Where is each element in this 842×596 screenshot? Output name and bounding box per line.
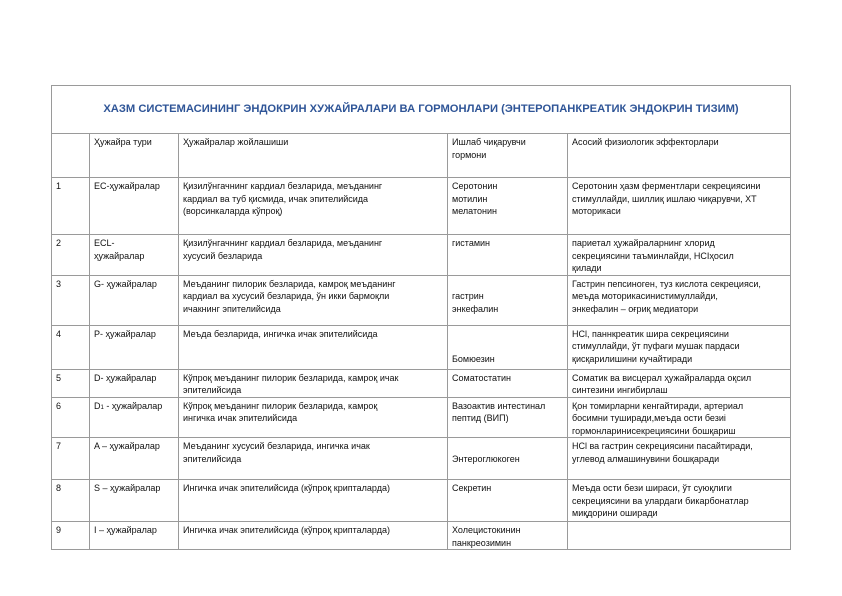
cell-hormone: Бомюезин (448, 325, 568, 369)
header-cell-effects: Асосий физиологик эффекторлари (568, 134, 791, 178)
cell-hormone: Энтероглюкоген (448, 438, 568, 480)
cell-effects: Гастрин пепсиноген, туз кислота секрецияси, меъда моторикасинистимуллайди, энкефалин – оғриқ медиатори (568, 275, 791, 325)
cell-type-suffix: - ҳужайралар (103, 400, 163, 411)
table-row (52, 522, 791, 550)
cell-effects: HCl ва гастрин секрециясини пасайтиради, углевод алмашинувини бошқаради (568, 438, 791, 480)
row-number: 9 (52, 522, 90, 550)
table-row (52, 178, 791, 235)
cell-type: D- ҳужайралар (90, 369, 179, 397)
cell-location: Ингичка ичак эпителийсида (кўпроқ крипталарда) (179, 522, 448, 550)
cell-hormone: Холецистокинин панкреозимин (448, 522, 568, 550)
cell-location: Меъданинг хусусий безларида, ингичка ичак эпителийсида (179, 438, 448, 480)
table-row (52, 275, 791, 325)
cell-type-letter: D (94, 400, 101, 411)
cell-effects: Меъда ости бези ширaси, ўт суюқлиги секрециясини ва улардаги бикарбонатлар миқдорини оширади (568, 480, 791, 522)
row-number: 1 (52, 178, 90, 235)
header-cell-hormone: Ишлаб чиқарувчи гормони (448, 134, 568, 178)
header-cell-number (52, 134, 90, 178)
cell-type: P- ҳужайралар (90, 325, 179, 369)
cell-hormone: Вазоактив интестинал пептид (ВИП) (448, 397, 568, 438)
cell-location: Меъда безларида, ингичка ичак эпителийсида (179, 325, 448, 369)
header-cell-location: Ҳужайралар жойлашиши (179, 134, 448, 178)
row-number: 2 (52, 235, 90, 276)
cell-type: S – ҳужайралар (90, 480, 179, 522)
cell-location: Ингичка ичак эпителийсида (кўпроқ крипталарда) (179, 480, 448, 522)
cell-location: Қизилўнгачнинг кардиал безларида, меъданинг кардиал ва туб қисмида, ичак эпителийсида (ворсинкаларда кўпроқ) (179, 178, 448, 235)
cell-hormone: Секретин (448, 480, 568, 522)
row-number: 4 (52, 325, 90, 369)
cell-type: ECL- ҳужайралар (90, 235, 179, 276)
cell-hormone: Серотонин мотилин мелатонин (448, 178, 568, 235)
cell-type (90, 397, 179, 438)
cell-hormone: гастрин энкефалин (448, 275, 568, 325)
table-row (52, 480, 791, 522)
table-row (52, 438, 791, 480)
header-row (52, 134, 791, 178)
cell-effects (568, 522, 791, 550)
row-number: 5 (52, 369, 90, 397)
cell-hormone: гистамин (448, 235, 568, 276)
document-title: ХАЗМ СИСТЕМАСИНИНГ ЭНДОКРИН ХУЖАЙРАЛАРИ ВА ГОРМОНЛАРИ (ЭНТЕРОПАНКРЕАТИК ЭНДОКРИН ТИЗИМ) (52, 86, 791, 134)
cell-type: EC-ҳужайралар (90, 178, 179, 235)
cell-effects: париетал ҳужайраларнинг хлорид секрециясини таъминлайди, HCIҳосил қилади (568, 235, 791, 276)
row-number: 7 (52, 438, 90, 480)
cell-location: Қизилўнгачнинг кардиал безларида, меъданинг хусусий безларида (179, 235, 448, 276)
cell-location: Меъданинг пилорик безларида, камроқ меъданинг кардиал ва хусусий безларида, ўн икки бармоқли ичакнинг эпителийсида (179, 275, 448, 325)
table-row (52, 397, 791, 438)
cell-location: Кўпроқ меъданинг пилорик безларида, камроқ ингичка ичак эпителийсида (179, 397, 448, 438)
row-number: 6 (52, 397, 90, 438)
cell-type: A – ҳужайралар (90, 438, 179, 480)
cell-type: G- ҳужайралар (90, 275, 179, 325)
row-number: 8 (52, 480, 90, 522)
cell-effects: HCl, паннкреатик шира секрециясини стимуллайди, ўт пуфаги мушак пардаси қисқарилишини кучайтиради (568, 325, 791, 369)
table-row (52, 235, 791, 276)
row-number: 3 (52, 275, 90, 325)
cell-location: Кўпроқ меъданинг пилорик безларида, камроқ ичак эпителийсида (179, 369, 448, 397)
hormones-table (51, 85, 791, 550)
cell-effects: Соматик ва висцерал ҳужайраларда оқсил синтезини ингибирлаш (568, 369, 791, 397)
cell-effects: Қон томирларни кенгайтиради, артериал босимни туширади,меъда ости безиi гормонларинисекрециясини бошқариш (568, 397, 791, 438)
title-row (52, 86, 791, 134)
cell-type-subscript: 1 (100, 404, 104, 411)
header-cell-cell-type: Ҳужайра тури (90, 134, 179, 178)
table-row (52, 369, 791, 397)
cell-type: I – ҳужайралар (90, 522, 179, 550)
cell-effects: Серотонин ҳазм ферментлари секрециясини стимуллайди, шиллиқ ишлаю чиқарувчи, ХТ моторикаси (568, 178, 791, 235)
cell-hormone: Соматостатин (448, 369, 568, 397)
table-row (52, 325, 791, 369)
